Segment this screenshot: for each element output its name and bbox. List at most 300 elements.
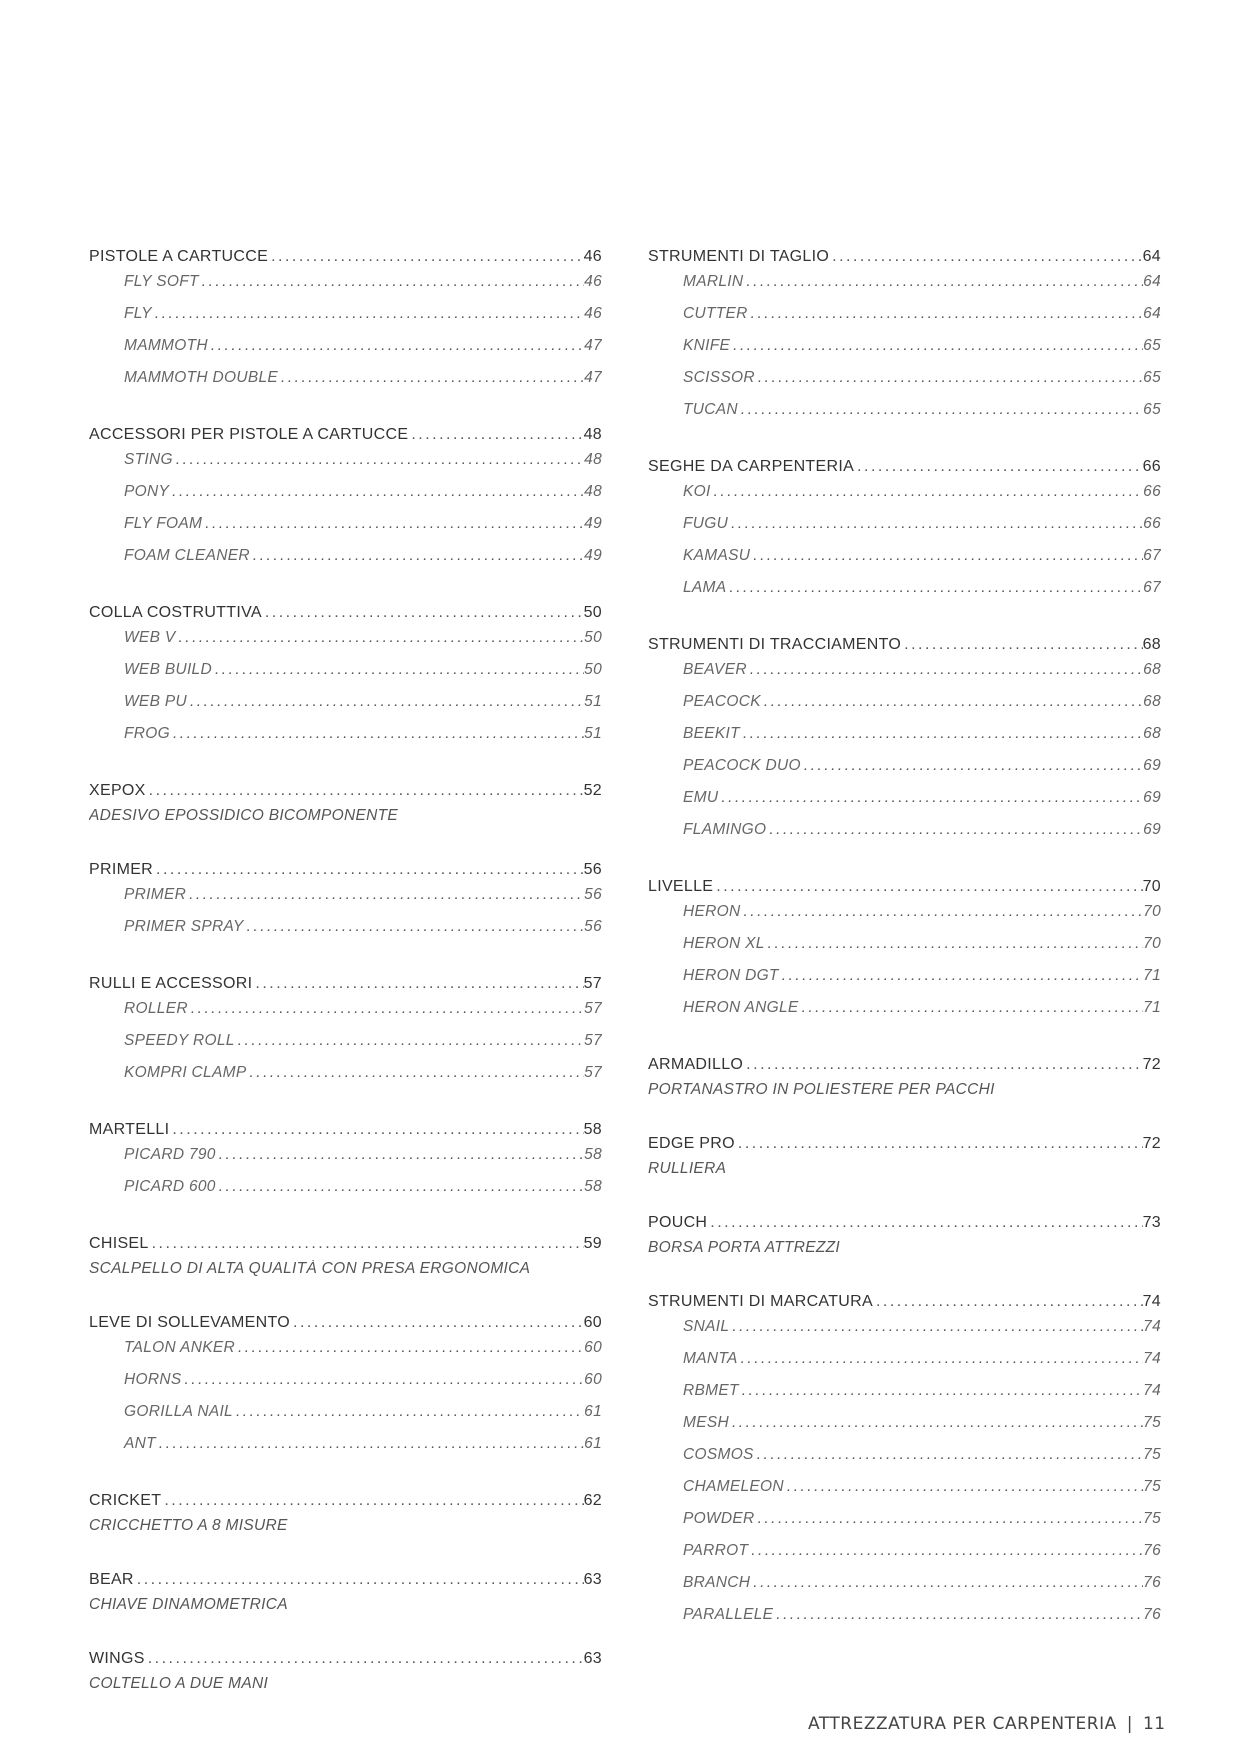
dot-leader: [730, 337, 1143, 355]
toc-entry-page: 72: [1142, 1135, 1161, 1152]
toc-subentry-label: KOMPRI CLAMP: [124, 1064, 247, 1081]
toc-subentry-page: 65: [1143, 337, 1161, 354]
toc-subentry[interactable]: [89, 886, 602, 918]
toc-entry[interactable]: [648, 1214, 1161, 1239]
toc-entry-page: 66: [1142, 458, 1161, 475]
toc-entry-page: 62: [583, 1492, 602, 1509]
toc-subentry-label: MAMMOTH DOUBLE: [124, 369, 279, 386]
dot-leader: [711, 483, 1144, 501]
dot-leader: [262, 604, 584, 622]
toc-subentry[interactable]: [89, 337, 602, 369]
dot-leader: [754, 1446, 1143, 1464]
page-footer: [808, 1714, 1166, 1734]
toc-entry-description: CRICCHETTO A 8 MISURE: [89, 1517, 288, 1534]
toc-entry-label: EDGE PRO: [648, 1135, 735, 1152]
toc-subentry[interactable]: [648, 515, 1161, 547]
toc-entry[interactable]: [89, 1650, 602, 1675]
dot-leader: [170, 725, 584, 743]
toc-subentry-page: 51: [584, 725, 602, 742]
toc-subentry-page: 50: [584, 629, 602, 646]
toc-subentry-label: CUTTER: [683, 305, 748, 322]
dot-leader: [216, 1146, 584, 1164]
dot-leader: [252, 975, 583, 993]
toc-subentry-page: 60: [584, 1371, 602, 1388]
dot-leader: [156, 1435, 584, 1453]
toc-subentry-page: 74: [1143, 1382, 1161, 1399]
dot-leader: [278, 369, 584, 387]
toc-subentry-label: PARROT: [683, 1542, 749, 1559]
dot-leader: [739, 1382, 1143, 1400]
toc-subentry-label: SNAIL: [683, 1318, 730, 1335]
dot-leader: [761, 693, 1143, 711]
toc-subentry-label: SCISSOR: [683, 369, 755, 386]
toc-entry-description: COLTELLO A DUE MANI: [89, 1675, 269, 1692]
toc-subentry[interactable]: [89, 629, 602, 661]
toc-subentry-page: 58: [584, 1146, 602, 1163]
toc-subentry-page: 47: [584, 369, 602, 386]
toc-subentry[interactable]: [648, 967, 1161, 999]
toc-entry[interactable]: [89, 604, 602, 629]
toc-subentry[interactable]: [648, 757, 1161, 789]
toc-subentry-page: 76: [1143, 1606, 1161, 1623]
toc-subentry[interactable]: [648, 903, 1161, 935]
toc-subentry[interactable]: [648, 305, 1161, 337]
toc-subentry-page: 75: [1143, 1510, 1161, 1527]
toc-subentry[interactable]: [648, 401, 1161, 428]
toc-subentry-label: MANTA: [683, 1350, 738, 1367]
dot-leader: [755, 1510, 1144, 1528]
toc-section: [648, 636, 1161, 848]
toc-subentry-page: 57: [584, 1000, 602, 1017]
toc-entry[interactable]: [89, 975, 602, 1000]
toc-subentry[interactable]: [648, 661, 1161, 693]
toc-section: [648, 1214, 1161, 1263]
dot-leader: [829, 248, 1142, 266]
dot-leader: [153, 861, 584, 879]
toc-subentry-page: 75: [1143, 1414, 1161, 1431]
footer-separator: |: [1126, 1714, 1133, 1734]
toc-subentry-page: 75: [1143, 1478, 1161, 1495]
dot-leader: [779, 967, 1143, 985]
dot-leader: [765, 935, 1144, 953]
toc-subentry[interactable]: [648, 789, 1161, 821]
toc-subentry-page: 64: [1143, 273, 1161, 290]
toc-subentry-label: PEACOCK: [683, 693, 761, 710]
dot-leader: [202, 515, 584, 533]
dot-leader: [873, 1293, 1143, 1311]
toc-entry-description: SCALPELLO DI ALTA QUALITÀ CON PRESA ERGONOMICA: [89, 1260, 531, 1277]
toc-subentry[interactable]: [648, 1510, 1161, 1542]
dot-leader: [134, 1571, 584, 1589]
dot-leader: [244, 918, 585, 936]
toc-entry[interactable]: [648, 1135, 1161, 1160]
toc-subentry-page: 66: [1143, 515, 1161, 532]
toc-entry-page: 72: [1142, 1056, 1161, 1073]
toc-entry-label: XEPOX: [89, 782, 146, 799]
toc-subentry-page: 48: [584, 483, 602, 500]
dot-leader: [188, 1000, 584, 1018]
toc-entry-label: STRUMENTI DI TRACCIAMENTO: [648, 636, 902, 653]
toc-subentry[interactable]: [89, 1339, 602, 1371]
toc-subentry[interactable]: [89, 483, 602, 515]
toc-entry-page: 50: [583, 604, 602, 621]
toc-subentry-page: 69: [1143, 789, 1161, 806]
toc-subentry-page: 68: [1143, 661, 1161, 678]
toc-entry-page: 74: [1142, 1293, 1161, 1310]
toc-subentry[interactable]: [89, 305, 602, 337]
toc-subentry-page: 51: [584, 693, 602, 710]
toc-subentry-label: TALON ANKER: [124, 1339, 235, 1356]
dot-leader: [743, 273, 1143, 291]
toc-subentry[interactable]: [648, 273, 1161, 305]
toc-subentry[interactable]: [648, 1542, 1161, 1574]
dot-leader: [408, 426, 583, 444]
dot-leader: [146, 782, 584, 800]
toc-subentry[interactable]: [648, 579, 1161, 606]
toc-entry[interactable]: [89, 1571, 602, 1596]
toc-entry-page: 46: [583, 248, 602, 265]
toc-entry[interactable]: [89, 782, 602, 807]
dot-leader: [766, 821, 1143, 839]
dot-leader: [773, 1606, 1143, 1624]
toc-subentry[interactable]: [89, 451, 602, 483]
toc-subentry[interactable]: [648, 1382, 1161, 1414]
toc-subentry-label: MARLIN: [683, 273, 744, 290]
toc-subentry-page: 61: [584, 1435, 602, 1452]
dot-leader: [755, 369, 1143, 387]
toc-entry[interactable]: [648, 248, 1161, 273]
toc-subentry[interactable]: [648, 999, 1161, 1026]
toc-subentry-page: 49: [584, 515, 602, 532]
toc-subentry-label: WEB BUILD: [124, 661, 212, 678]
dot-leader: [735, 1135, 1143, 1153]
dot-leader: [718, 789, 1143, 807]
dot-leader: [233, 1403, 584, 1421]
toc-subentry-label: BEAVER: [683, 661, 747, 678]
toc-section: [89, 861, 602, 945]
dot-leader: [250, 547, 584, 565]
toc-subentry-label: STING: [124, 451, 173, 468]
toc-entry-label: CRICKET: [89, 1492, 162, 1509]
toc-entry-label: LEVE DI SOLLEVAMENTO: [89, 1314, 291, 1331]
dot-leader: [707, 1214, 1142, 1232]
toc-entry-description: ADESIVO EPOSSIDICO BICOMPONENTE: [89, 807, 399, 824]
dot-leader: [738, 1350, 1144, 1368]
toc-subentry-label: HERON DGT: [683, 967, 779, 984]
toc-section: [89, 426, 602, 574]
toc-subentry-label: FLY: [124, 305, 152, 322]
dot-leader: [740, 903, 1143, 921]
toc-subentry-page: 66: [1143, 483, 1161, 500]
toc-subentry-label: FOAM CLEANER: [124, 547, 250, 564]
toc-left-column: [89, 248, 602, 1729]
toc-subentry-label: COSMOS: [683, 1446, 754, 1463]
toc-subentry[interactable]: [648, 1574, 1161, 1606]
dot-leader: [743, 1056, 1142, 1074]
toc-subentry-page: 76: [1143, 1574, 1161, 1591]
dot-leader: [290, 1314, 584, 1332]
dot-leader: [145, 1650, 584, 1668]
dot-leader: [173, 451, 584, 469]
toc-subentry-label: POWDER: [683, 1510, 755, 1527]
toc-entry-description: CHIAVE DINAMOMETRICA: [89, 1596, 288, 1613]
toc-subentry-page: 64: [1143, 305, 1161, 322]
toc-entry-label: STRUMENTI DI TAGLIO: [648, 248, 830, 265]
toc-subentry-page: 68: [1143, 693, 1161, 710]
toc-subentry-page: 58: [584, 1178, 602, 1195]
toc-subentry-page: 69: [1143, 821, 1161, 838]
dot-leader: [235, 1339, 584, 1357]
dot-leader: [152, 305, 584, 323]
toc-section: [89, 604, 602, 752]
toc-subentry-page: 46: [584, 273, 602, 290]
toc-subentry-page: 70: [1143, 935, 1161, 952]
toc-subentry-label: HERON ANGLE: [683, 999, 799, 1016]
toc-entry[interactable]: [648, 636, 1161, 661]
toc-section: [89, 248, 602, 396]
toc-subentry-page: 57: [584, 1064, 602, 1081]
toc-subentry-label: FLAMINGO: [683, 821, 767, 838]
dot-leader: [729, 1318, 1143, 1336]
toc-subentry[interactable]: [648, 1350, 1161, 1382]
toc-entry-page: 48: [583, 426, 602, 443]
toc-section: [89, 975, 602, 1091]
toc-subentry-page: 76: [1143, 1542, 1161, 1559]
toc-subentry-label: BEEKIT: [683, 725, 740, 742]
toc-entry[interactable]: [648, 1293, 1161, 1318]
toc-section: [89, 1235, 602, 1284]
dot-leader: [149, 1235, 584, 1253]
toc-subentry[interactable]: [648, 369, 1161, 401]
dot-leader: [208, 337, 584, 355]
toc-subentry-label: FUGU: [683, 515, 729, 532]
toc-subentry-label: RBMET: [683, 1382, 739, 1399]
dot-leader: [740, 725, 1143, 743]
toc-entry-description: BORSA PORTA ATTREZZI: [648, 1239, 841, 1256]
toc-subentry[interactable]: [89, 1064, 602, 1091]
toc-subentry[interactable]: [648, 547, 1161, 579]
toc-subentry[interactable]: [89, 273, 602, 305]
toc-entry-page: 57: [583, 975, 602, 992]
toc-subentry[interactable]: [89, 1146, 602, 1178]
toc-section: [648, 1135, 1161, 1184]
toc-subentry[interactable]: [89, 725, 602, 752]
toc-subentry-label: HERON: [683, 903, 741, 920]
toc-entry-page: 52: [583, 782, 602, 799]
toc-entry-label: RULLI E ACCESSORI: [89, 975, 253, 992]
toc-subentry[interactable]: [89, 693, 602, 725]
toc-subentry-page: 46: [584, 305, 602, 322]
toc-entry-label: STRUMENTI DI MARCATURA: [648, 1293, 873, 1310]
toc-subentry-label: MESH: [683, 1414, 729, 1431]
dot-leader: [161, 1492, 583, 1510]
toc-subentry[interactable]: [89, 661, 602, 693]
dot-leader: [199, 273, 584, 291]
toc-entry[interactable]: [89, 426, 602, 451]
toc-subentry-label: CHAMELEON: [683, 1478, 784, 1495]
dot-leader: [169, 483, 584, 501]
toc-subentry[interactable]: [89, 369, 602, 396]
footer-page-number: 11: [1142, 1714, 1166, 1734]
toc-subentry[interactable]: [89, 1032, 602, 1064]
toc-subentry[interactable]: [648, 1318, 1161, 1350]
toc-section: [648, 878, 1161, 1026]
dot-leader: [726, 579, 1143, 597]
toc-section: [648, 1293, 1161, 1633]
toc-subentry[interactable]: [89, 1403, 602, 1435]
toc-subentry-page: 57: [584, 1032, 602, 1049]
toc-subentry-label: ANT: [124, 1435, 156, 1452]
dot-leader: [212, 661, 584, 679]
toc-entry-label: PISTOLE A CARTUCCE: [89, 248, 269, 265]
toc-section: [648, 1056, 1161, 1105]
toc-subentry-page: 48: [584, 451, 602, 468]
toc-entry-label: ACCESSORI PER PISTOLE A CARTUCCE: [89, 426, 409, 443]
toc-subentry[interactable]: [89, 1435, 602, 1462]
toc-subentry[interactable]: [89, 1371, 602, 1403]
toc-entry-label: COLLA COSTRUTTIVA: [89, 604, 262, 621]
toc-subentry[interactable]: [648, 935, 1161, 967]
toc-section: [89, 1492, 602, 1541]
dot-leader: [748, 305, 1144, 323]
dot-leader: [729, 1414, 1143, 1432]
dot-leader: [713, 878, 1142, 896]
toc-subentry[interactable]: [648, 1414, 1161, 1446]
toc-subentry-page: 56: [584, 918, 602, 935]
toc-entry[interactable]: [89, 1235, 602, 1260]
toc-entry-page: 58: [583, 1121, 602, 1138]
toc-subentry-label: KNIFE: [683, 337, 731, 354]
toc-subentry-label: HORNS: [124, 1371, 182, 1388]
toc-subentry[interactable]: [89, 1000, 602, 1032]
toc-subentry[interactable]: [89, 547, 602, 574]
toc-subentry[interactable]: [648, 483, 1161, 515]
dot-leader: [738, 401, 1143, 419]
toc-subentry-page: 49: [584, 547, 602, 564]
toc-subentry-label: PICARD 600: [124, 1178, 216, 1195]
toc-entry[interactable]: [89, 1314, 602, 1339]
toc-subentry-label: HERON XL: [683, 935, 765, 952]
toc-subentry[interactable]: [648, 725, 1161, 757]
toc-section: [648, 248, 1161, 428]
dot-leader: [175, 629, 584, 647]
toc-entry-description: RULLIERA: [648, 1160, 727, 1177]
toc-subentry-label: TUCAN: [683, 401, 738, 418]
toc-entry-label: PRIMER: [89, 861, 154, 878]
toc-subentry-label: BRANCH: [683, 1574, 751, 1591]
toc-subentry-label: PRIMER SPRAY: [124, 918, 244, 935]
dot-leader: [901, 636, 1142, 654]
toc-entry-label: POUCH: [648, 1214, 708, 1231]
toc-entry-page: 63: [583, 1650, 602, 1667]
toc-subentry-page: 75: [1143, 1446, 1161, 1463]
toc-entry[interactable]: [89, 1121, 602, 1146]
toc-entry[interactable]: [648, 878, 1161, 903]
toc-entry-label: LIVELLE: [648, 878, 714, 895]
toc-entry-label: WINGS: [89, 1650, 145, 1667]
toc-subentry[interactable]: [648, 1478, 1161, 1510]
dot-leader: [181, 1371, 584, 1389]
toc-subentry[interactable]: [648, 337, 1161, 369]
toc-subentry-label: LAMA: [683, 579, 727, 596]
toc-entry-page: 56: [583, 861, 602, 878]
toc-subentry-page: 61: [584, 1403, 602, 1420]
toc-entry-label: BEAR: [89, 1571, 134, 1588]
toc-entry-description: PORTANASTRO IN POLIESTERE PER PACCHI: [648, 1081, 995, 1098]
toc-subentry-label: FLY FOAM: [124, 515, 203, 532]
toc-section: [89, 1314, 602, 1462]
toc-subentry-label: MAMMOTH: [124, 337, 208, 354]
toc-entry-page: 59: [583, 1235, 602, 1252]
dot-leader: [728, 515, 1143, 533]
toc-subentry[interactable]: [89, 918, 602, 945]
toc-entry-label: SEGHE DA CARPENTERIA: [648, 458, 855, 475]
toc-entry-label: CHISEL: [89, 1235, 149, 1252]
toc-entry[interactable]: [89, 861, 602, 886]
dot-leader: [750, 1574, 1143, 1592]
dot-leader: [748, 1542, 1143, 1560]
toc-subentry[interactable]: [648, 821, 1161, 848]
dot-leader: [186, 886, 584, 904]
toc-subentry-label: PRIMER: [124, 886, 187, 903]
dot-leader: [169, 1121, 583, 1139]
toc-entry[interactable]: [648, 458, 1161, 483]
footer-title: ATTREZZATURA PER CARPENTERIA: [808, 1714, 1117, 1734]
toc-subentry[interactable]: [648, 1606, 1161, 1633]
toc-subentry-page: 69: [1143, 757, 1161, 774]
toc-entry-page: 60: [583, 1314, 602, 1331]
toc-entry[interactable]: [648, 1056, 1161, 1081]
toc-subentry-page: 47: [584, 337, 602, 354]
toc-subentry-label: WEB PU: [124, 693, 187, 710]
toc-subentry-page: 67: [1143, 547, 1161, 564]
dot-leader: [801, 757, 1143, 775]
toc-subentry-label: PARALLELE: [683, 1606, 774, 1623]
toc-subentry-label: PEACOCK DUO: [683, 757, 801, 774]
toc-subentry-label: ROLLER: [124, 1000, 188, 1017]
toc-entry-label: ARMADILLO: [648, 1056, 744, 1073]
toc-subentry-page: 50: [584, 661, 602, 678]
dot-leader: [268, 248, 584, 266]
dot-leader: [854, 458, 1143, 476]
toc-entry-page: 64: [1142, 248, 1161, 265]
toc-entry[interactable]: [89, 248, 602, 273]
toc-subentry-page: 67: [1143, 579, 1161, 596]
toc-entry-page: 68: [1142, 636, 1161, 653]
toc-subentry[interactable]: [89, 515, 602, 547]
toc-section: [89, 782, 602, 831]
toc-section: [89, 1121, 602, 1205]
toc-subentry-label: GORILLA NAIL: [124, 1403, 233, 1420]
dot-leader: [747, 661, 1143, 679]
toc-section: [89, 1650, 602, 1699]
toc-subentry[interactable]: [648, 1446, 1161, 1478]
toc-entry-page: 63: [583, 1571, 602, 1588]
toc-subentry-page: 65: [1143, 369, 1161, 386]
toc-subentry-page: 70: [1143, 903, 1161, 920]
toc-subentry[interactable]: [89, 1178, 602, 1205]
toc-entry-page: 70: [1142, 878, 1161, 895]
toc-subentry-label: FLY SOFT: [124, 273, 199, 290]
dot-leader: [216, 1178, 584, 1196]
toc-subentry[interactable]: [648, 693, 1161, 725]
toc-subentry-label: FROG: [124, 725, 170, 742]
toc-subentry-label: PICARD 790: [124, 1146, 216, 1163]
dot-leader: [187, 693, 584, 711]
toc-entry[interactable]: [89, 1492, 602, 1517]
toc-subentry-page: 71: [1143, 999, 1161, 1016]
toc-subentry-label: KOI: [683, 483, 711, 500]
